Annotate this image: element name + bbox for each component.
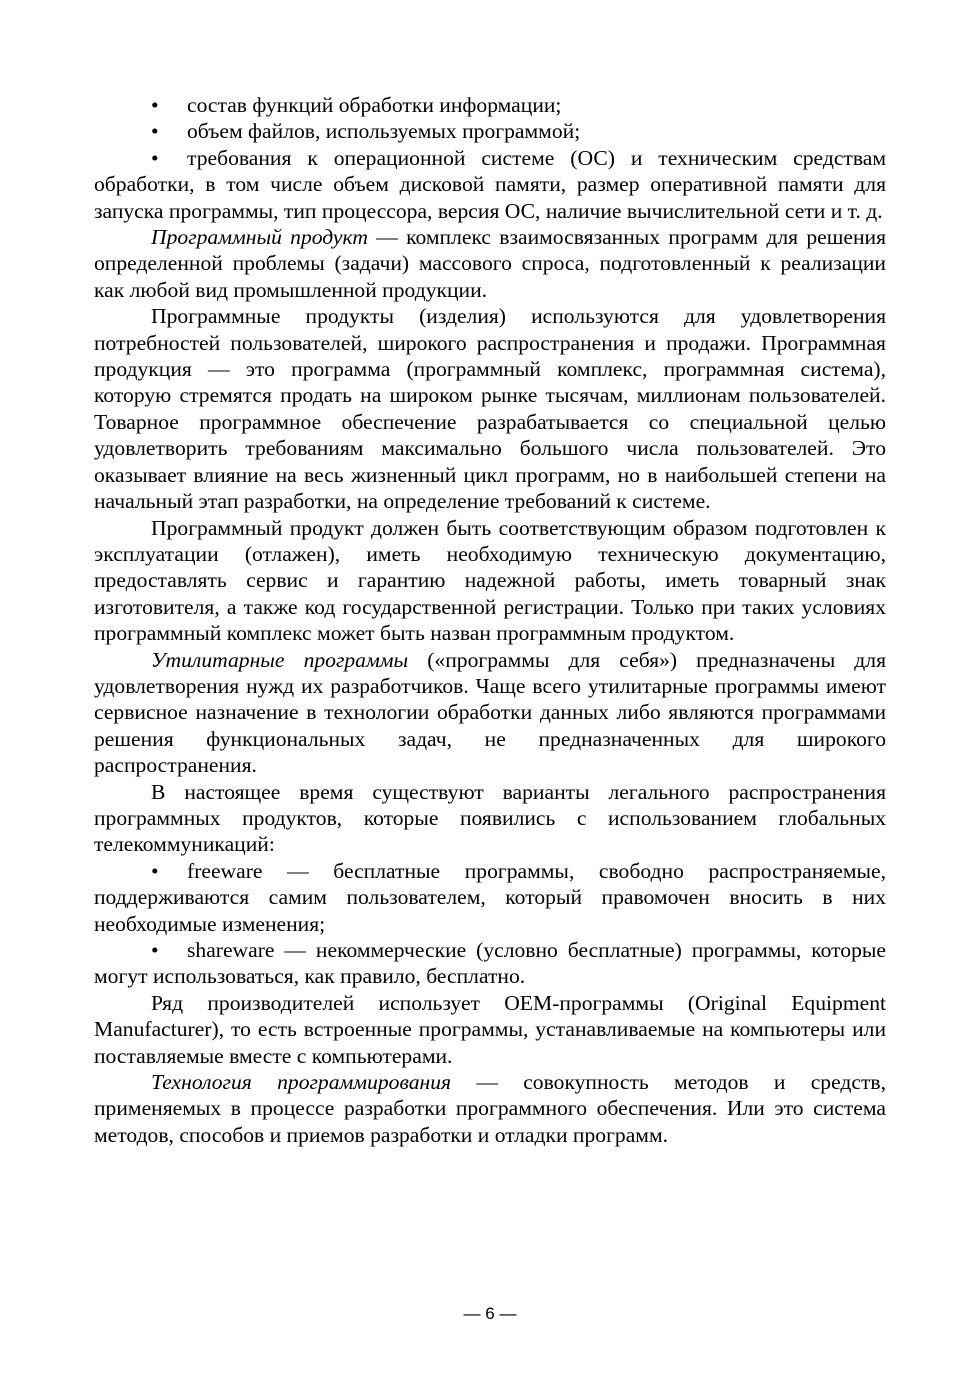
paragraph-oem: Ряд производителей использует OEM-программы (Original Equipment Manufacturer), то есть встроенные программы, устанавливаемые на компьютеры или поставляемые вместе с компьютерами.: [94, 990, 886, 1068]
paragraph-products: Программные продукты (изделия) используются для удовлетворения потребностей пользователей, широкого распространения и продажи. Программная продукция — это программа (программный комплекс, программная система), которую стремятся продать на широком рынке тысячам, миллионам пользователей. Товарное программное обеспечение разрабатывается со специальной целью удовлетворить требованиям максимально большого числа пользователей. Это оказывает влияние на весь жизненный цикл программ, но в наибольшей степени на начальный этап разработки, на определение требований к системе.: [94, 304, 886, 514]
list-item-text: объем файлов, используемых программой;: [187, 119, 581, 144]
definition-program-product: [94, 224, 886, 303]
list-item: [94, 118, 886, 144]
bullet-icon: •: [151, 145, 159, 170]
bullet-icon: •: [151, 119, 159, 144]
term-programming-technology: Технология программирования: [151, 1070, 452, 1095]
bullet-icon: •: [151, 938, 159, 962]
list-item-text: состав функций обработки информации;: [187, 93, 562, 117]
term-utility-programs: Утилитарные программы: [151, 647, 409, 672]
bullet-icon: •: [151, 858, 159, 883]
paragraph-requirements: Программный продукт должен быть соответствующим образом подготовлен к эксплуатации (отлажен), иметь необходимую техническую документацию, предоставлять сервис и гарантию надежной работы, иметь товарный знак изготовителя, а также код государственной регистрации. Только при таких условиях программный комплекс может быть назван программным продуктом.: [94, 515, 886, 646]
list-item: [94, 145, 886, 224]
definition-text: («программы для себя») предназначены для удовлетворения нужд их разработчиков. Чаще всего утилитарные программы имеют сервисное назначение в технологии обработки данных либо являются программами решения функциональных задач, не предназначенных для широкого распространения.: [94, 647, 886, 778]
list-item: [94, 92, 886, 118]
list-item-text: требования к операционной системе (ОС) и техническим средствам обработки, в том числе объем дисковой памяти, размер оперативной памяти для запуска программы, тип процессора, версия ОС, наличие вычислительной сети и т. д.: [94, 145, 886, 223]
page-body: [94, 92, 886, 1148]
list-item-text: shareware — некоммерческие (условно бесплатные) программы, которые могут использоваться, как правило, бесплатно.: [94, 938, 886, 989]
term-program-product: Программный продукт: [151, 225, 368, 250]
page-number: — 6 —: [463, 1304, 517, 1323]
paragraph-distribution: В настоящее время существуют варианты легального распространения программных продуктов, которые появились с использованием глобальных телекоммуникаций:: [94, 779, 886, 857]
list-item: [94, 937, 886, 990]
list-item: [94, 858, 886, 937]
definition-text: — комплекс взаимосвязанных программ для решения определенной проблемы (задачи) массового спроса, подготовленный к реализации как любой вид промышленной продукции.: [94, 225, 886, 302]
definition-programming-technology: [94, 1069, 886, 1148]
definition-text: — совокупность методов и средств, применяемых в процессе разработки программного обеспечения. Или это система методов, способов и приемов разработки и отладки программ.: [94, 1070, 886, 1147]
bullet-icon: •: [151, 93, 159, 117]
list-item-text: freeware — бесплатные программы, свободно распространяемые, поддерживаются самим пользователем, который правомочен вносить в них необходимые изменения;: [94, 858, 886, 936]
definition-utility-programs: [94, 647, 886, 779]
